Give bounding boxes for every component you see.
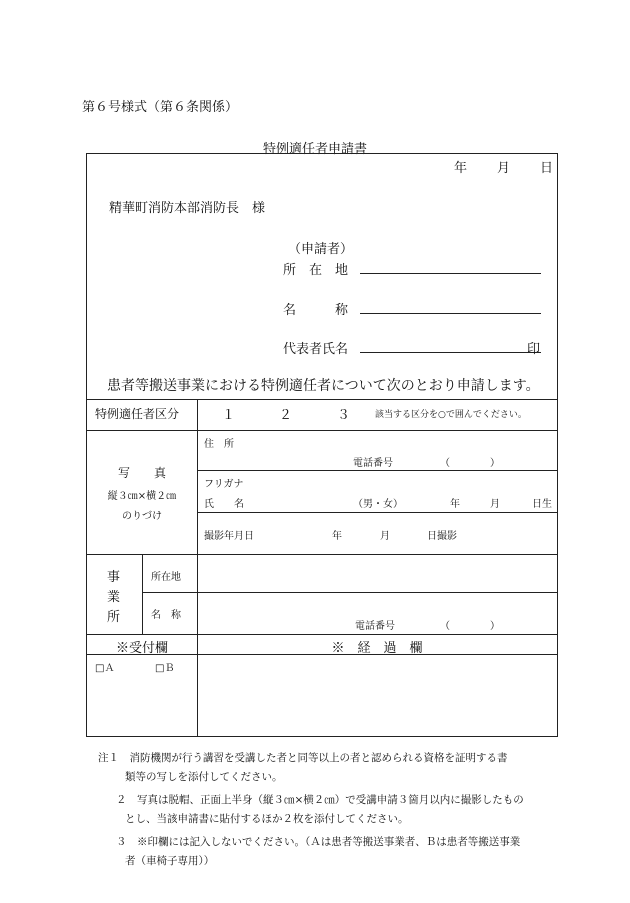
personal-phone-label: 電話番号 (353, 458, 393, 469)
note-2-cont: とし、当該申請書に貼付するほか２枚を添付してください。 (125, 813, 409, 825)
note-2: ２ 写真は脱帽、正面上半身（縦３㎝×横２㎝）で受講申請３箇月以内に撮影したもの (116, 794, 524, 806)
name-field[interactable] (360, 313, 541, 314)
addressee: 精華町消防本部消防長 様 (109, 201, 266, 216)
photo-label: 写 真 (117, 466, 166, 480)
divider (142, 592, 557, 593)
name-label: 名 称 (283, 303, 349, 318)
application-form (86, 153, 558, 737)
photo-year-label: 年 (332, 531, 342, 542)
category-label: 特例適任者区分 (95, 407, 180, 421)
personal-address-label: 住 所 (204, 439, 234, 450)
personal-name-label: 氏 名 (204, 499, 244, 510)
photo-size: 縦３㎝×横２㎝ (107, 491, 177, 502)
representative-field[interactable] (360, 352, 541, 353)
business-location-label: 所在地 (151, 572, 181, 583)
form-title: 特例適任者申請書 (262, 142, 367, 157)
divider (87, 399, 557, 400)
application-statement: 患者等搬送事業における特例適任者について次のとおり申請します。 (107, 378, 540, 394)
gender-field[interactable]: （男・女） (353, 499, 403, 510)
divider (87, 634, 557, 635)
personal-phone-field[interactable]: （ ） (440, 458, 500, 469)
photo-month-label: 月 (380, 531, 390, 542)
category-instruction: 該当する区分を○で囲んでください。 (375, 410, 527, 420)
note-3-cont: 者（車椅子専用）） (125, 855, 215, 867)
business-label-1: 事 (107, 570, 121, 585)
note-3: ３ ※印欄には記入しないでください。（Ａは患者等搬送事業者、Ｂは患者等搬送事業 (116, 836, 521, 848)
photo-paste: のりづけ (122, 511, 162, 522)
business-phone-field[interactable]: （ ） (440, 621, 500, 632)
category-option-3[interactable]: ３ (337, 408, 351, 423)
birth-month-label: 月 (490, 499, 500, 510)
category-option-2[interactable]: ２ (279, 408, 293, 423)
date-day-label: 日 (540, 161, 554, 176)
note-1-cont: 類等の写しを添付してください。 (125, 771, 283, 783)
divider (87, 654, 557, 655)
photo-day-label: 日撮影 (427, 531, 457, 542)
column-divider (142, 554, 143, 634)
note-1: 注１ 消防機関が行う講習を受講した者と同等以上の者と認められる資格を証明する書 (98, 752, 508, 764)
birth-year-label: 年 (450, 499, 460, 510)
address-field[interactable] (360, 273, 541, 274)
receipt-option-b[interactable]: □Ｂ (155, 663, 175, 674)
column-divider (197, 399, 198, 737)
receipt-label: ※受付欄 (115, 641, 168, 656)
category-option-1[interactable]: １ (222, 408, 236, 423)
business-name-label: 名 称 (151, 610, 181, 621)
birth-day-label: 日生 (532, 499, 552, 510)
applicant-label: （申請者） (288, 242, 354, 257)
business-phone-label: 電話番号 (355, 621, 395, 632)
representative-label: 代表者氏名 (283, 342, 349, 357)
business-label-3: 所 (107, 610, 121, 625)
address-label: 所 在 地 (283, 263, 349, 278)
form-number: 第６号様式（第６条関係） (82, 100, 239, 115)
divider (197, 470, 557, 471)
furigana-label: フリガナ (204, 479, 244, 490)
progress-label: ※ 経 過 欄 (331, 641, 423, 656)
date-month-label: 月 (497, 161, 511, 176)
photo-date-label: 撮影年月日 (204, 531, 254, 542)
business-label-2: 業 (107, 590, 121, 605)
divider (87, 554, 557, 555)
receipt-option-a[interactable]: □Ａ (95, 663, 115, 674)
date-year-label: 年 (454, 161, 468, 176)
seal-mark: 印 (527, 342, 541, 357)
divider (197, 512, 557, 513)
divider (87, 430, 557, 431)
